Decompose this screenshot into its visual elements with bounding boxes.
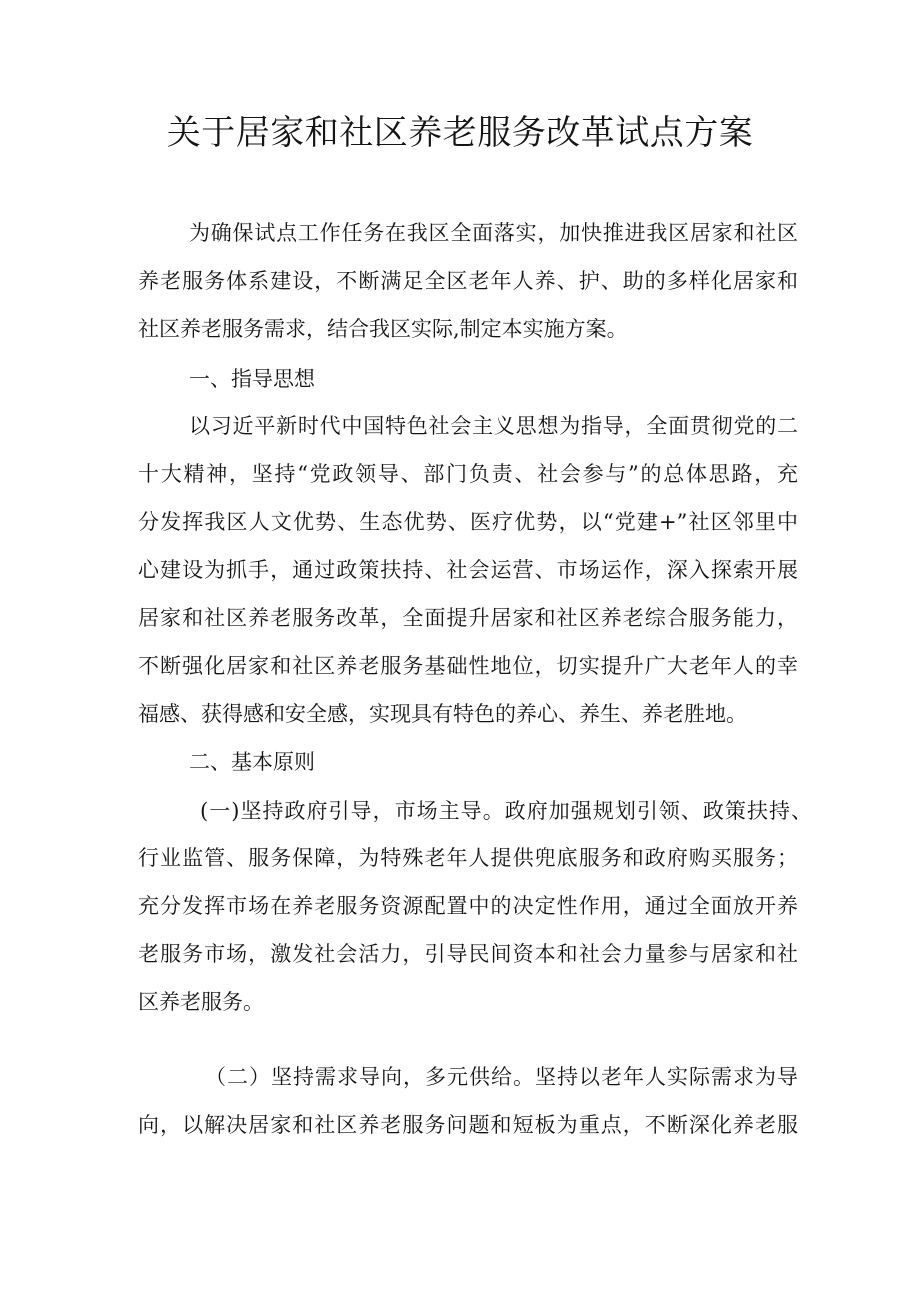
principle2-line: 向，以解决居家和社区养老服务问题和短板为重点，不断深化养老服 [138,1113,798,1137]
section1-line: 福感、获得感和安全感，实现具有特色的养心、养生、养老胜地。 [138,702,747,726]
intro-line: 养老服务体系建设，不断满足全区老年人养、护、助的多样化居家和 [138,269,798,293]
section-heading-basic-principles: 二、基本原则 [189,750,315,774]
section-heading-guiding-ideology: 一、指导思想 [189,367,315,391]
principle1-line: (一)坚持政府引导，市场主导。政府加强规划引领、政策扶持、 [200,799,812,823]
section1-line: 居家和社区养老服务改革，全面提升居家和社区养老综合服务能力， [138,606,798,630]
section1-line: 心建设为抓手，通过政策扶持、社会运营、市场运作，深入探索开展 [138,558,798,582]
principle1-line: 充分发挥市场在养老服务资源配置中的决定性作用，通过全面放开养 [138,894,798,918]
section1-line: 不断强化居家和社区养老服务基础性地位，切实提升广大老年人的幸 [138,654,798,678]
document-title: 关于居家和社区养老服务改革试点方案 [166,113,754,153]
intro-line: 社区养老服务需求，结合我区实际,制定本实施方案。 [138,317,628,341]
principle2-line: （二）坚持需求导向，多元供给。坚持以老年人实际需求为导 [205,1065,798,1089]
section1-line: 以习近平新时代中国特色社会主义思想为指导，全面贯彻党的二 [189,414,798,438]
principle1-line: 老服务市场，激发社会活力，引导民间资本和社会力量参与居家和社 [138,942,798,966]
principle1-line: 区养老服务。 [138,990,264,1014]
section1-line: 分发挥我区人文优势、生态优势、医疗优势，以“党建+”社区邻里中 [138,510,798,534]
intro-line: 为确保试点工作任务在我区全面落实，加快推进我区居家和社区 [189,221,798,245]
section1-line: 十大精神，坚持“党政领导、部门负责、社会参与”的总体思路，充 [138,462,798,486]
principle1-line: 行业监管、服务保障，为特殊老年人提供兜底服务和政府购买服务； [138,846,798,870]
